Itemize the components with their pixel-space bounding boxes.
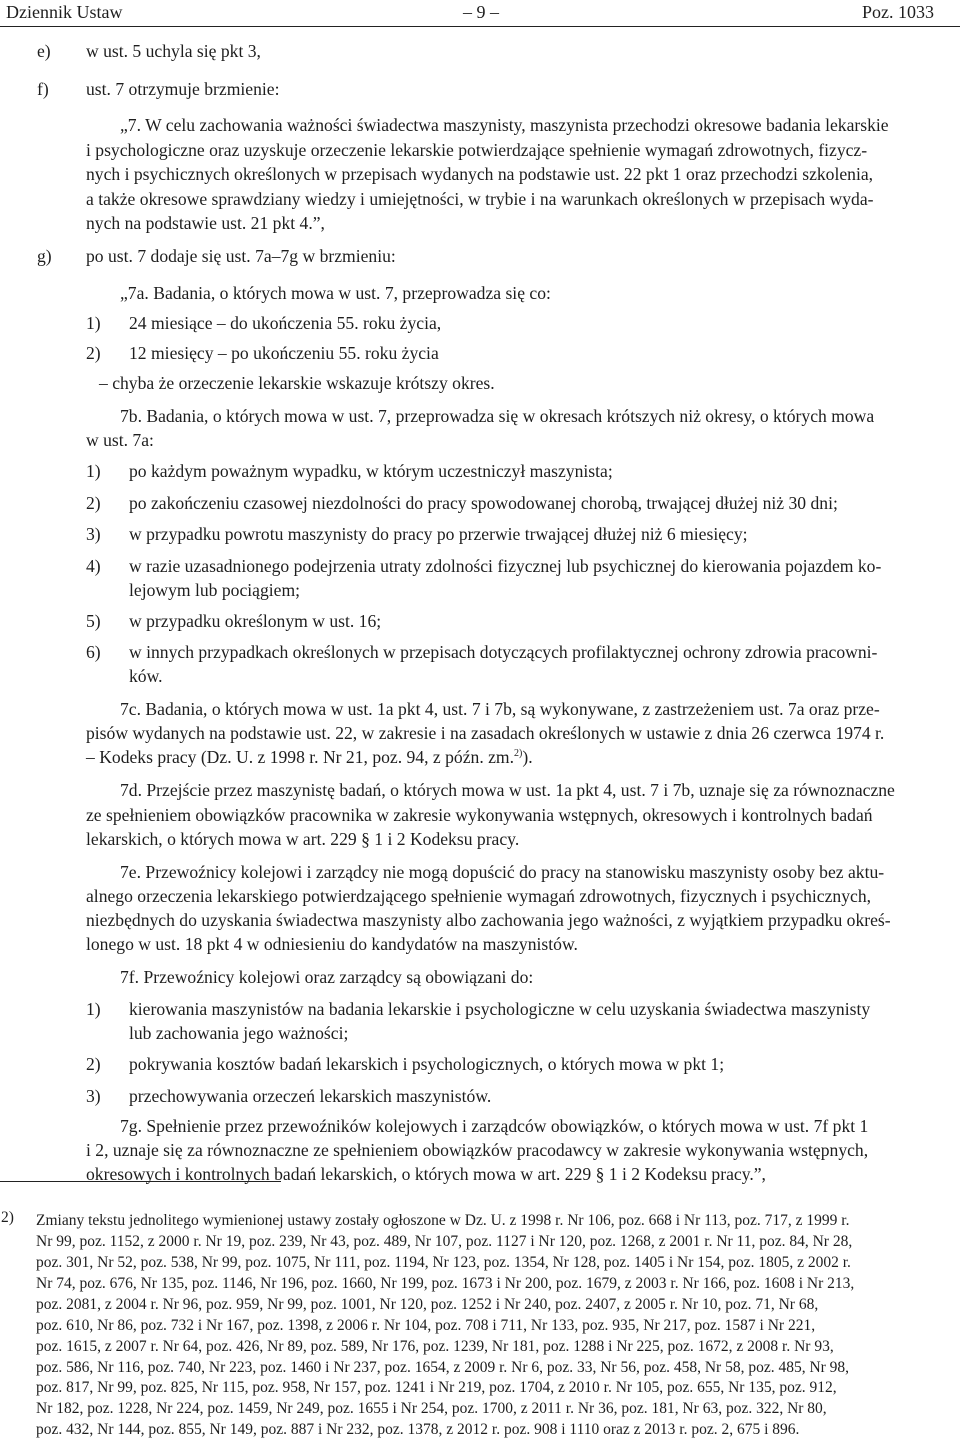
header-page-number: – 9 –: [463, 2, 499, 22]
item-f-label: f): [37, 79, 49, 99]
paragraph-7c-line: [86, 745, 533, 770]
paragraph-7d-line: 7d. Przejście przez maszynistę badań, o których mowa w ust. 1a pkt 4, ust. 7 i 7b, uznaje się za równoznaczne: [120, 780, 895, 800]
paragraph-7d-line: ze spełnieniem obowiązków pracownika w zakresie wykonywania wstępnych, okresowych i kontrolnych badań: [86, 805, 873, 825]
footnote-line: Nr 182, poz. 1228, Nr 224, poz. 1459, Nr 249, poz. 1655 i Nr 254, poz. 1700, z 2011 r. Nr 36, poz. 181, Nr 63, poz. 322, Nr 80,: [36, 1400, 827, 1417]
paragraph-7c-end: ).: [522, 747, 533, 767]
paragraph-7c-line: 7c. Badania, o których mowa w ust. 1a pkt 4, ust. 7 i 7b, są wykonywane, z zastrzeżeniem ust. 7a oraz prze-: [120, 699, 880, 719]
header-rule: [0, 26, 960, 27]
paragraph-7g-line: okresowych i kontrolnych badań lekarskich, o których mowa w art. 229 § 1 i 2 Kodeksu pracy.”,: [86, 1164, 766, 1184]
paragraph-7e-line: lonego w ust. 18 pkt 4 w odniesieniu do kandydatów na maszynistów.: [86, 934, 578, 954]
paragraph-7g-line: 7g. Spełnienie przez przewoźników kolejowych i zarządców obowiązków, o których mowa w ust. 7f pkt 1: [120, 1116, 869, 1136]
footnote-marker: 2): [1, 1209, 14, 1226]
footnote-line: Nr 74, poz. 676, Nr 135, poz. 1146, Nr 196, poz. 1660, Nr 199, poz. 1673 i Nr 200, poz. 1679, z 2003 r. Nr 166, poz. 1608 i Nr 213,: [36, 1275, 855, 1292]
list-item-number: 4): [86, 556, 101, 576]
item-g-text: po ust. 7 dodaje się ust. 7a–7g w brzmieniu:: [86, 246, 396, 266]
paragraph-7e-line: niezbędnych do uzyskania świadectwa maszynisty albo zachowania jego ważności, z wyjątkiem przypadku okreś-: [86, 910, 891, 930]
list-item-number: 1): [86, 999, 101, 1019]
list-item-number: 6): [86, 642, 101, 662]
item-e-label: e): [37, 41, 51, 61]
list-item-number: 2): [86, 493, 101, 513]
paragraph-7c-last-text: – Kodeks pracy (Dz. U. z 1998 r. Nr 21, poz. 94, z późn. zm.: [86, 747, 515, 767]
paragraph-7g-line: i 2, uznaje się za równoznaczne ze spełnieniem obowiązków pracodawcy w zakresie wykonywania wstępnych,: [86, 1140, 869, 1160]
footnote-line: poz. 817, Nr 99, poz. 825, Nr 115, poz. 958, Nr 157, poz. 1241 i Nr 219, poz. 1704, z 2010 r. Nr 105, poz. 655, Nr 135, poz. 912,: [36, 1379, 837, 1396]
paragraph-7e-line: alnego orzeczenia lekarskiego potwierdzającego spełnienie wymagań zdrowotnych, fizycznych i psychicznych,: [86, 886, 872, 906]
header-position-number: Poz. 1033: [862, 2, 934, 22]
list-item-text: 24 miesiące – do ukończenia 55. roku życia,: [129, 313, 442, 333]
footnote-line: poz. 586, Nr 116, poz. 740, Nr 223, poz. 1460 i Nr 237, poz. 1654, z 2009 r. Nr 6, poz. 33, Nr 56, poz. 458, Nr 58, poz. 485, Nr 98,: [36, 1359, 850, 1376]
footnote-line: poz. 610, Nr 86, poz. 732 i Nr 167, poz. 1398, z 2006 r. Nr 104, poz. 708 i 711, Nr 133, poz. 935, Nr 217, poz. 1587 i Nr 221,: [36, 1317, 816, 1334]
paragraph-7d-line: lekarskich, o których mowa w art. 229 § 1 i 2 Kodeksu pracy.: [86, 829, 520, 849]
footnote-reference: 2): [514, 748, 523, 760]
paragraph-7-line: nych na podstawie ust. 21 pkt 4.”,: [86, 213, 325, 233]
list-item-number: 5): [86, 611, 101, 631]
paragraph-7-line: nych i psychicznych określonych w przepisach wydanych na podstawie ust. 22 pkt 1 oraz przechodzi szkolenia,: [86, 164, 874, 184]
header-journal-title: Dziennik Ustaw: [6, 2, 123, 22]
paragraph-7e-line: 7e. Przewoźnicy kolejowi i zarządcy nie mogą dopuścić do pracy na stanowisku maszynisty osoby bez aktu-: [120, 862, 885, 882]
footnote-line: poz. 301, Nr 52, poz. 538, Nr 99, poz. 1075, Nr 111, poz. 1194, Nr 123, poz. 1354, Nr 128, poz. 1405 i Nr 154, poz. 1805, z 2002 r.: [36, 1254, 851, 1271]
list-item-text: po zakończeniu czasowej niezdolności do pracy spowodowanej chorobą, trwającej dłużej niż 30 dni;: [129, 493, 838, 513]
list-item-text: lejowym lub pociągiem;: [129, 580, 301, 600]
paragraph-7-line: i psychologiczne oraz uzyskuje orzeczenie lekarskie potwierdzające spełnienie wymagań zdrowotnych, fizycz-: [86, 140, 868, 160]
footnote-rule: [0, 1181, 281, 1182]
list-item-number: 2): [86, 1054, 101, 1074]
list-item-text: kierowania maszynistów na badania lekarskie i psychologiczne w celu uzyskania świadectwa maszynisty: [129, 999, 871, 1019]
list-item-text: lub zachowania jego ważności;: [129, 1023, 349, 1043]
paragraph-7b-line: 7b. Badania, o których mowa w ust. 7, przeprowadza się w okresach krótszych niż okresy, o których mowa: [120, 406, 875, 426]
list-item-text: w przypadku określonym w ust. 16;: [129, 611, 382, 631]
list-item-text: w innych przypadkach określonych w przepisach dotyczących profilaktycznej ochrony zdrowia pracowni-: [129, 642, 878, 662]
list-item-number: 2): [86, 343, 101, 363]
footnote-line: poz. 1615, z 2007 r. Nr 64, poz. 426, Nr 89, poz. 589, Nr 176, poz. 1239, Nr 181, poz. 1288 i Nr 225, poz. 1672, z 2008 r. Nr 93,: [36, 1338, 834, 1355]
footnote-line: Zmiany tekstu jednolitego wymienionej ustawy zostały ogłoszone w Dz. U. z 1998 r. Nr 106, poz. 668 i Nr 113, poz. 717, z 1999 r.: [36, 1212, 850, 1229]
list-item-text: przechowywania orzeczeń lekarskich maszynistów.: [129, 1086, 492, 1106]
footnote-line: Nr 99, poz. 1152, z 2000 r. Nr 19, poz. 239, Nr 43, poz. 489, Nr 107, poz. 1127 i Nr 120, poz. 1268, z 2001 r. Nr 11, poz. 84, Nr 28,: [36, 1233, 853, 1250]
paragraph-7a-tail: – chyba że orzeczenie lekarskie wskazuje krótszy okres.: [99, 373, 495, 393]
paragraph-7b-line: w ust. 7a:: [86, 430, 154, 450]
paragraph-7c-line: pisów wydanych na podstawie ust. 22, w zakresie i na zasadach określonych w ustawie z dnia 26 czerwca 1974 r.: [86, 723, 885, 743]
item-f-text: ust. 7 otrzymuje brzmienie:: [86, 79, 280, 99]
list-item-text: w razie uzasadnionego podejrzenia utraty zdolności fizycznej lub psychicznej do kierowania pojazdem ko-: [129, 556, 882, 576]
list-item-text: pokrywania kosztów badań lekarskich i psychologicznych, o których mowa w pkt 1;: [129, 1054, 725, 1074]
list-item-text: po każdym poważnym wypadku, w którym uczestniczył maszynista;: [129, 461, 613, 481]
list-item-number: 1): [86, 461, 101, 481]
paragraph-7f: 7f. Przewoźnicy kolejowi oraz zarządcy są obowiązani do:: [120, 967, 534, 987]
item-e-text: w ust. 5 uchyla się pkt 3,: [86, 41, 261, 61]
footnote-line: poz. 432, Nr 144, poz. 855, Nr 149, poz. 887 i Nr 232, poz. 1378, z 2012 r. poz. 908 i 1110 oraz z 2013 r. poz. 2, 675 i 896.: [36, 1421, 800, 1438]
list-item-number: 3): [86, 524, 101, 544]
footnote-line: poz. 2081, z 2004 r. Nr 96, poz. 959, Nr 99, poz. 1001, Nr 120, poz. 1252 i Nr 240, poz. 2407, z 2005 r. Nr 10, poz. 71, Nr 68,: [36, 1296, 819, 1313]
list-item-number: 1): [86, 313, 101, 333]
paragraph-7-line: „7. W celu zachowania ważności świadectwa maszynisty, maszynista przechodzi okresowe badania lekarskie: [120, 115, 889, 135]
list-item-text: 12 miesięcy – po ukończeniu 55. roku życia: [129, 343, 439, 363]
list-item-number: 3): [86, 1086, 101, 1106]
item-g-label: g): [37, 246, 52, 266]
paragraph-7a: „7a. Badania, o których mowa w ust. 7, przeprowadza się co:: [120, 283, 551, 303]
paragraph-7-line: a także okresowe sprawdziany wiedzy i umiejętności, w trybie i na warunkach określonych w przepisach wyda-: [86, 189, 874, 209]
list-item-text: w przypadku powrotu maszynisty do pracy po przerwie trwającej dłużej niż 6 miesięcy;: [129, 524, 748, 544]
list-item-text: ków.: [129, 666, 163, 686]
